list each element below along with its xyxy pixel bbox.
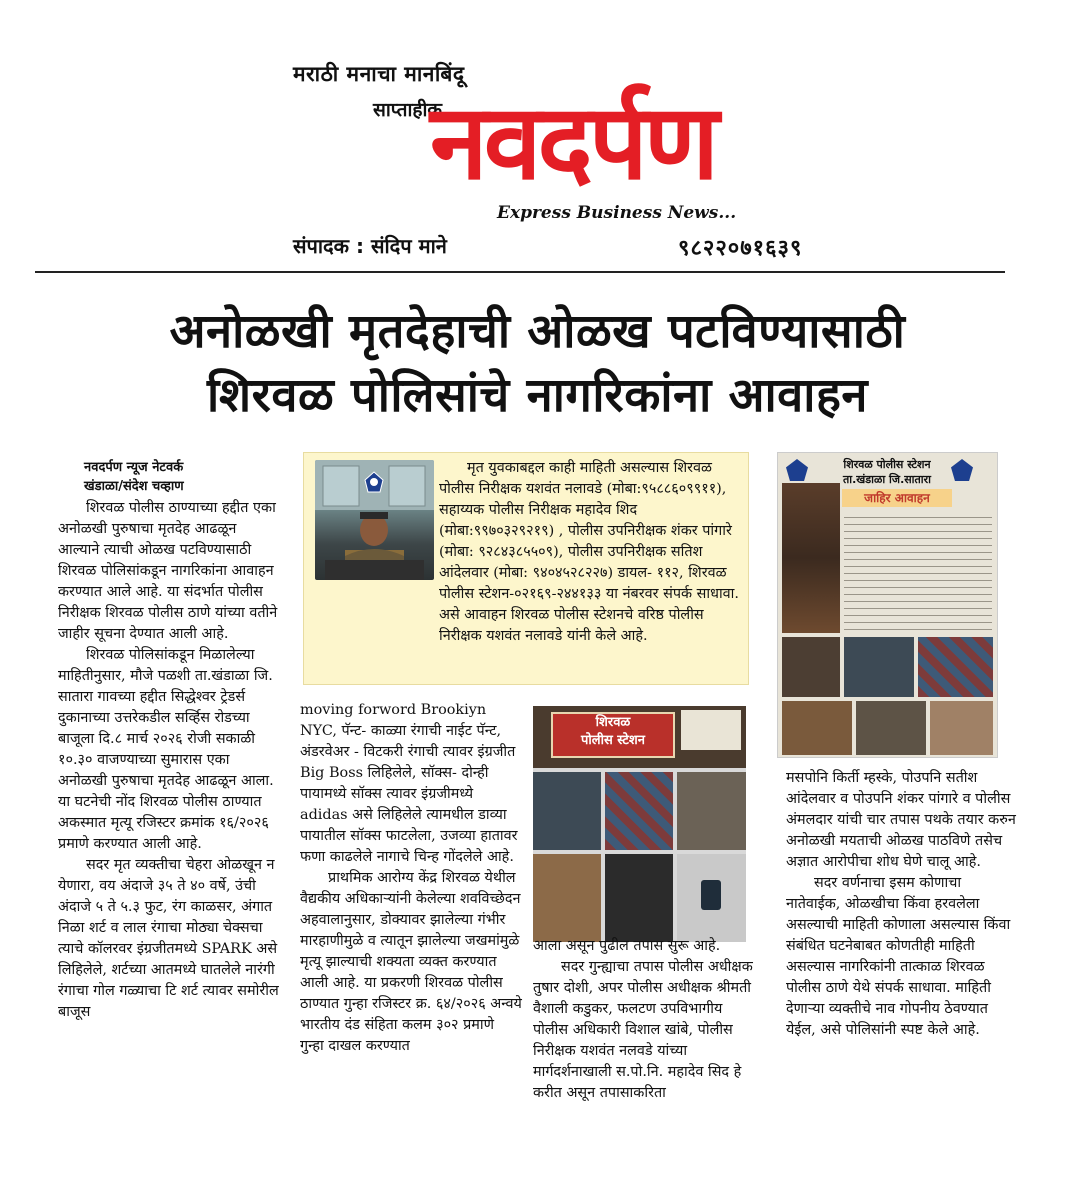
masthead-phone: ९८२२०७१६३९ (678, 236, 803, 261)
evidence-cloth-photo (677, 772, 746, 850)
masthead-rule (35, 271, 1005, 273)
poster-evidence-photo (844, 637, 914, 697)
poster-evidence-photo (930, 701, 993, 755)
evidence-phone-photo (677, 854, 746, 942)
paragraph: मसपोनि किर्ती म्हस्के, पोउपनि सतीश आंदेलवार व पोउपनि शंकर पांगारे व पोलीस अंमलदार यांची चार तपास पथके तयार करुन अनोळखी मयताची ओळख पाठविणे तसेच अज्ञात आरोपीचा शोध घेणे चालू आहे. (786, 770, 1016, 870)
byline (84, 458, 184, 496)
paragraph: प्राथमिक आरोग्य केंद्र शिरवळ येथील वैद्यकीय अधिकाऱ्यांनी केलेल्या शवविच्छेदन अहवालानुसार, डोक्यावर झालेल्या गंभीर मारहाणीमुळे व त्यातून झालेल्या जखमांमुळे मृत्यू झाल्याची शक्यता व्यक्त करण्यात आली आहे. या प्रकरणी शिरवळ पोलीस ठाण्यात गुन्हा रजिस्टर क्र. ६४/२०२६ अन्वये भारतीय दंड संहिता कलम ३०२ प्रमाणे गुन्हा दाखल करण्यात (300, 870, 522, 1054)
headline-line-1: अनोळखी मृतदेहाची ओळख पटविण्यासाठी (169, 304, 906, 359)
contact-info-paragraph: मृत युवकाबद्दल काही माहिती असल्यास शिरवळ पोलीस निरीक्षक यशवंत नलावडे (मोबा:९५८८६०९९११), सहाय्यक पोलीस निरीक्षक महादेव शिद (मोबा:९९७०३२९२१९) , पोलीस उपनिरीक्षक शंकर पांगारे (मोबा: ९२८४३८५५०९), पोलीस उपनिरीक्षक सतिश आंदेलवार (मोबा: ९४०४५२८२२७) डायल- ११२, शिरवळ पोलीस स्टेशन-०२१६९-२४४१३३ या नंबरवर संपर्क साधावा. असे आवाहन शिरवळ पोलीस स्टेशनचे वरिष्ठ पोलीस निरीक्षक यशवंत नलावडे यांनी केले आहे. (439, 460, 739, 644)
station-sign (551, 712, 675, 758)
evidence-checked-shirt-photo (605, 772, 673, 850)
masthead-title: नवदर्पण (430, 81, 716, 203)
masthead-subtitle: Express Business News... (497, 203, 737, 223)
station-sign-line-2: पोलीस स्टेशन (581, 733, 645, 748)
phone-icon (701, 880, 721, 910)
article-column-2 (300, 700, 522, 1057)
paragraph: सदर गुन्ह्याचा तपास पोलीस अधीक्षक तुषार दोशी, अपर पोलीस अधीक्षक श्रीमती वैशाली कडुकर, फलटण उपविभागीय पोलीस अधिकारी विशाल खांबे, पोलीस निरीक्षक यशवंत नलवडे यांच्या मार्गदर्शनाखाली स.पो.नि. महादेव सिद हे करीत असून तपासाकरिता (533, 959, 753, 1101)
poster-evidence-photo (782, 701, 852, 755)
headline-line-2: शिरवळ पोलिसांचे नागरिकांना आवाहन (206, 368, 869, 423)
poster-district: ता.खंडाळा जि.सातारा (842, 473, 931, 486)
poster-evidence-photo (856, 701, 926, 755)
evidence-bag-photo (533, 854, 601, 942)
poster-evidence-photo (918, 637, 993, 697)
article-column-3 (533, 936, 755, 1104)
page-headline (20, 300, 1055, 428)
poster-body-text (844, 511, 992, 631)
byline-network: नवदर्पण न्यूज नेटवर्क (84, 460, 184, 475)
article-column-4 (786, 768, 1018, 1041)
article-column-1 (58, 498, 280, 1023)
poster-station: शिरवळ पोलीस स्टेशन (843, 458, 931, 471)
paragraph: सदर वर्णनाचा इसम कोणाचा नातेवाईक, ओळखीचा किंवा हरवलेला असल्याची माहिती कोणाला असल्यास किंवा संबंधित घटनेबाबत कोणतीही माहिती असल्यास नागरिकांनी तात्काळ शिरवळ पोलीस ठाणे येथे संपर्क साधावा. माहिती देणाऱ्या व्यक्तीचे नाव गोपनीय ठेवण्यात येईल, असे पोलिसांनी स्पष्ट केले आहे. (786, 875, 1011, 1038)
masthead-weekly: साप्ताहीक (373, 99, 442, 121)
evidence-shirt-photo (533, 772, 601, 850)
masthead-editor: संपादक : संदिप माने (293, 234, 447, 258)
station-signboard-photo (533, 706, 746, 768)
paragraph: moving forword Brookiyn NYC, पॅन्ट- काळ्या रंगाची नाईट पॅन्ट, अंडरवेअर - विटकरी रंगाची त्यावर इंग्रजीत Big Boss लिहिलेले, सॉक्स- दोन्ही पायामध्ये सॉक्स त्यावर इंग्रजीमध्ये adidas असे लिहिलेले त्यामधील डाव्या पायातील सॉक्स फाटलेला, उजव्या हातावर फणा काढलेले नागाचे चिन्ह गोंदलेले आहे. (300, 702, 518, 865)
shop-sign (681, 710, 741, 750)
evidence-shoes-photo (605, 854, 673, 942)
evidence-photo-collage (533, 706, 746, 942)
contact-info-text (303, 458, 743, 647)
paragraph: शिरवळ पोलिसांकडून मिळालेल्या माहितीनुसार, मौजे पळशी ता.खंडाळा जि. सातारा गावच्या हद्दीत सिद्धेश्वर ट्रेडर्स दुकानाच्या उत्तरेकडील सर्व्हिस रोडच्या बाजूला दि.८ मार्च २०२६ रोजी सकाळी १०.३० वाजण्याच्या सुमारास एका अनोळखी पुरुषाचा मृतदेह आढळून आला. या घटनेची नोंद शिरवळ पोलीस ठाण्यात अकस्मात मृत्यू रजिस्टर क्रमांक १६/२०२६ प्रमाणे करण्यात आली आहे. (58, 647, 274, 852)
police-badge-icon (786, 459, 808, 481)
poster-notice: जाहिर आवाहन (842, 489, 952, 507)
station-sign-line-1: शिरवळ (595, 715, 631, 730)
byline-reporter: खंडाळा/संदेश चव्हाण (84, 479, 184, 494)
paragraph: शिरवळ पोलीस ठाण्याच्या हद्दीत एका अनोळखी पुरुषाचा मृतदेह आढळून आल्याने त्याची ओळख पटविण्यासाठी शिरवळ पोलिसांकडून नागरिकांना आवाहन करण्यात आले आहे. या संदर्भात पोलीस निरीक्षक शिरवळ पोलीस ठाणे यांच्या वतीने जाहीर सूचना देण्यात आली आहे. (58, 500, 278, 642)
police-notice-poster (777, 452, 998, 758)
paragraph: आला असून पुढील तपास सुरू आहे. (533, 938, 721, 954)
paragraph: सदर मृत व्यक्तीचा चेहरा ओळखून न येणारा, वय अंदाजे ३५ ते ४० वर्षे, उंची अंदाजे ५ ते ५.३ फुट, रंग काळसर, अंगात निळा शर्ट व लाल रंगाचा मोठ्या चेक्सचा त्याचे कॉलरवर इंग्रजीतमध्ये SPARK असे लिहिलेले, शर्टच्या आतमध्ये घातलेले नारंगी रंगाचा गोल गळ्याचा टि शर्ट त्यावर समोरील बाजूस (58, 857, 279, 1020)
masthead-tagline: मराठी मनाचा मानबिंदू (293, 62, 465, 86)
deceased-photo (782, 483, 840, 633)
poster-evidence-photo (782, 637, 840, 697)
